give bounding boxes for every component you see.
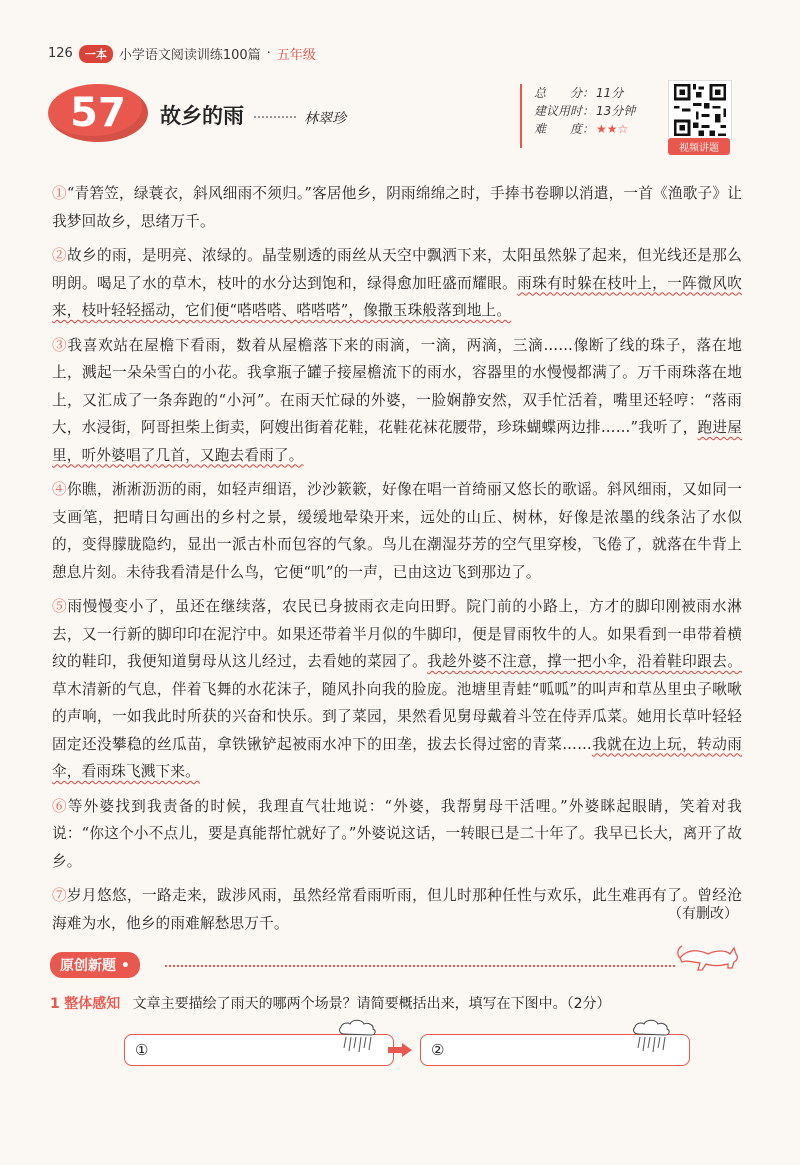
- underlined-sentence: 我趁外婆不注意，撑一把小伞，沿着鞋印跟去。: [427, 653, 742, 670]
- arrow-right-icon: [388, 1043, 412, 1057]
- paragraph: [52, 476, 742, 586]
- paragraph-number: ③: [52, 336, 68, 354]
- cat-illustration-icon: [676, 938, 740, 972]
- page-header: [48, 44, 316, 63]
- paragraph-text: 故乡的雨，是明亮、浓绿的。晶莹剔透的雨丝从天空中飘洒下来，太阳虽然躲了起来，但光线还是那么明朗。喝足了水的草木，枝叶的水分达到饱和，绿得愈加旺盛而耀眼。: [52, 247, 742, 292]
- underlined-sentence: 雨珠有时躲在枝叶上，一阵微风吹来，枝叶轻轻摇动，它们便“嗒嗒嗒、嗒嗒嗒”，像撒玉珠般落到地上。: [52, 274, 742, 319]
- edit-note: （有删改）: [668, 906, 738, 922]
- answer-box-1-label: ①: [135, 1041, 149, 1059]
- qr-code[interactable]: [668, 80, 732, 140]
- difficulty-stars: ★★☆: [596, 122, 629, 136]
- paragraph: [52, 242, 742, 325]
- section-divider: [165, 965, 675, 967]
- series-badge: 一本: [79, 45, 113, 63]
- time-label: 建议用时：: [534, 104, 595, 118]
- rain-cloud-icon: [336, 1018, 378, 1054]
- paragraph-number: ①: [52, 185, 67, 202]
- section-header: [50, 952, 140, 978]
- question-type: 整体感知: [64, 996, 121, 1012]
- paragraph-text: 你瞧，淅淅沥沥的雨，如轻声细语，沙沙簌簌，好像在唱一首绮丽又悠长的歌谣。斜风细雨，又如同一支画笔，把晴日勾画出的乡村之景，缓缓地晕染开来，远处的山丘、树林，好像是浓墨的线条沾了水似的，变得朦胧隐约，显出一派古朴而包容的气象。鸟儿在潮湿芬芳的空气里穿梭，飞倦了，就落在牛背上憩息片刻。未待我看清是什么鸟，它便“叽”的一声，已由这边飞到那边了。: [52, 481, 742, 581]
- rain-cloud-icon: [630, 1018, 672, 1054]
- time-value: 13分钟: [596, 104, 636, 118]
- paragraph-number: ⑥: [52, 797, 68, 815]
- article-body: [52, 180, 742, 944]
- section-label: [50, 952, 140, 978]
- paragraph-number: ⑦: [52, 887, 68, 904]
- section-label-dot: •: [120, 958, 130, 974]
- score-label: 总 分：: [534, 86, 595, 100]
- grade-label: 五年级: [276, 48, 316, 63]
- question-number: 1: [50, 996, 60, 1012]
- lesson-title-row: [160, 100, 346, 130]
- paragraph: [52, 593, 742, 786]
- question-1: [50, 993, 611, 1013]
- paragraph: [52, 332, 742, 470]
- answer-box-2-label: ②: [431, 1041, 445, 1059]
- qr-video-label[interactable]: 视频讲题: [668, 138, 730, 155]
- lesson-author: 林翠珍: [304, 111, 346, 127]
- lesson-number: 57: [48, 84, 148, 142]
- lesson-meta: [520, 84, 672, 148]
- paragraph-text: 我喜欢站在屋檐下看雨，数着从屋檐落下来的雨滴，一滴，两滴，三滴……像断了线的珠子，落在地上，溅起一朵朵雪白的小花。我拿瓶子罐子接屋檐流下的雨水，容器里的水慢慢都满了。万千雨珠落在地上，又汇成了一条奔跑的“小河”。在雨天忙碌的外婆，一脸娴静安然，双手忙活着，嘴里还轻哼：“落雨大，水浸街，阿哥担柴上街卖，阿嫂出街着花鞋，花鞋花袜花腰带，珍珠蝴蝶两边排……”我听了，: [52, 336, 742, 436]
- title-separator: ·: [266, 46, 271, 61]
- question-text: 文章主要描绘了雨天的哪两个场景？请简要概括出来，填写在下图中。（2分）: [132, 996, 611, 1012]
- underlined-sentence: 跑进屋里，听外婆唱了几首，又跑去看雨了。: [52, 419, 742, 464]
- lesson-title: 故乡的雨: [160, 104, 244, 128]
- paragraph-text: “青箬笠，绿蓑衣，斜风细雨不须归。”客居他乡，阴雨绵绵之时，手捧书卷聊以消遣，一首《渔歌子》让我梦回故乡，思绪万千。: [52, 185, 742, 230]
- page-number: 126: [48, 46, 73, 61]
- paragraph-number: ⑤: [52, 598, 68, 615]
- paragraph-text: 雨慢慢变小了，虽还在继续落，农民已身披雨衣走向田野。院门前的小路上，方才的脚印刚被雨水淋去，又一行新的脚印印在泥泞中。如果还带着半月似的牛脚印，便是冒雨牧牛的人。如果看到一串带着横纹的鞋印，我便知道舅母从这儿经过，去看她的菜园了。: [52, 598, 743, 670]
- paragraph: [52, 180, 742, 235]
- score-value: 11分: [596, 86, 624, 100]
- book-title: 小学语文阅读训练100篇: [118, 48, 261, 63]
- paragraph-number: ②: [52, 247, 68, 264]
- paragraph-text: 岁月悠悠，一路走来，跋涉风雨，虽然经常看雨听雨，但儿时那种任性与欢乐，此生难再有了。曾经沧海难为水，他乡的雨难解愁思万千。: [52, 887, 742, 932]
- title-leader-dots: [254, 116, 296, 118]
- difficulty-label: 难 度：: [534, 122, 595, 136]
- underlined-sentence: 我就在边上玩，转动雨伞，看雨珠飞溅下来。: [52, 735, 742, 780]
- paragraph-number: ④: [52, 481, 68, 498]
- paragraph-text: 等外婆找到我责备的时候，我理直气壮地说：“外婆，我帮舅母干活哩。”外婆眯起眼睛，笑着对我说：“你这个小不点儿，要是真能帮忙就好了。”外婆说这话，一转眼已是二十年了。我早已长大，离开了故乡。: [52, 797, 742, 870]
- paragraph: [52, 793, 742, 876]
- paragraph: [52, 882, 742, 937]
- paragraph-text: 草木清新的气息，伴着飞舞的水花沫子，随风扑向我的脸庞。池塘里青蛙“呱呱”的叫声和草丛里虫子啾啾的声响，一如我此时所获的兴奋和快乐。到了菜园，果然看见舅母戴着斗笠在侍弄瓜菜。她用长草叶轻轻固定还没攀稳的丝瓜苗，拿铁锹铲起被雨水冲下的田垄，拔去长得过密的青菜……: [52, 680, 742, 753]
- section-label-text: 原创新题: [60, 958, 116, 974]
- qr-code-icon: [669, 81, 731, 139]
